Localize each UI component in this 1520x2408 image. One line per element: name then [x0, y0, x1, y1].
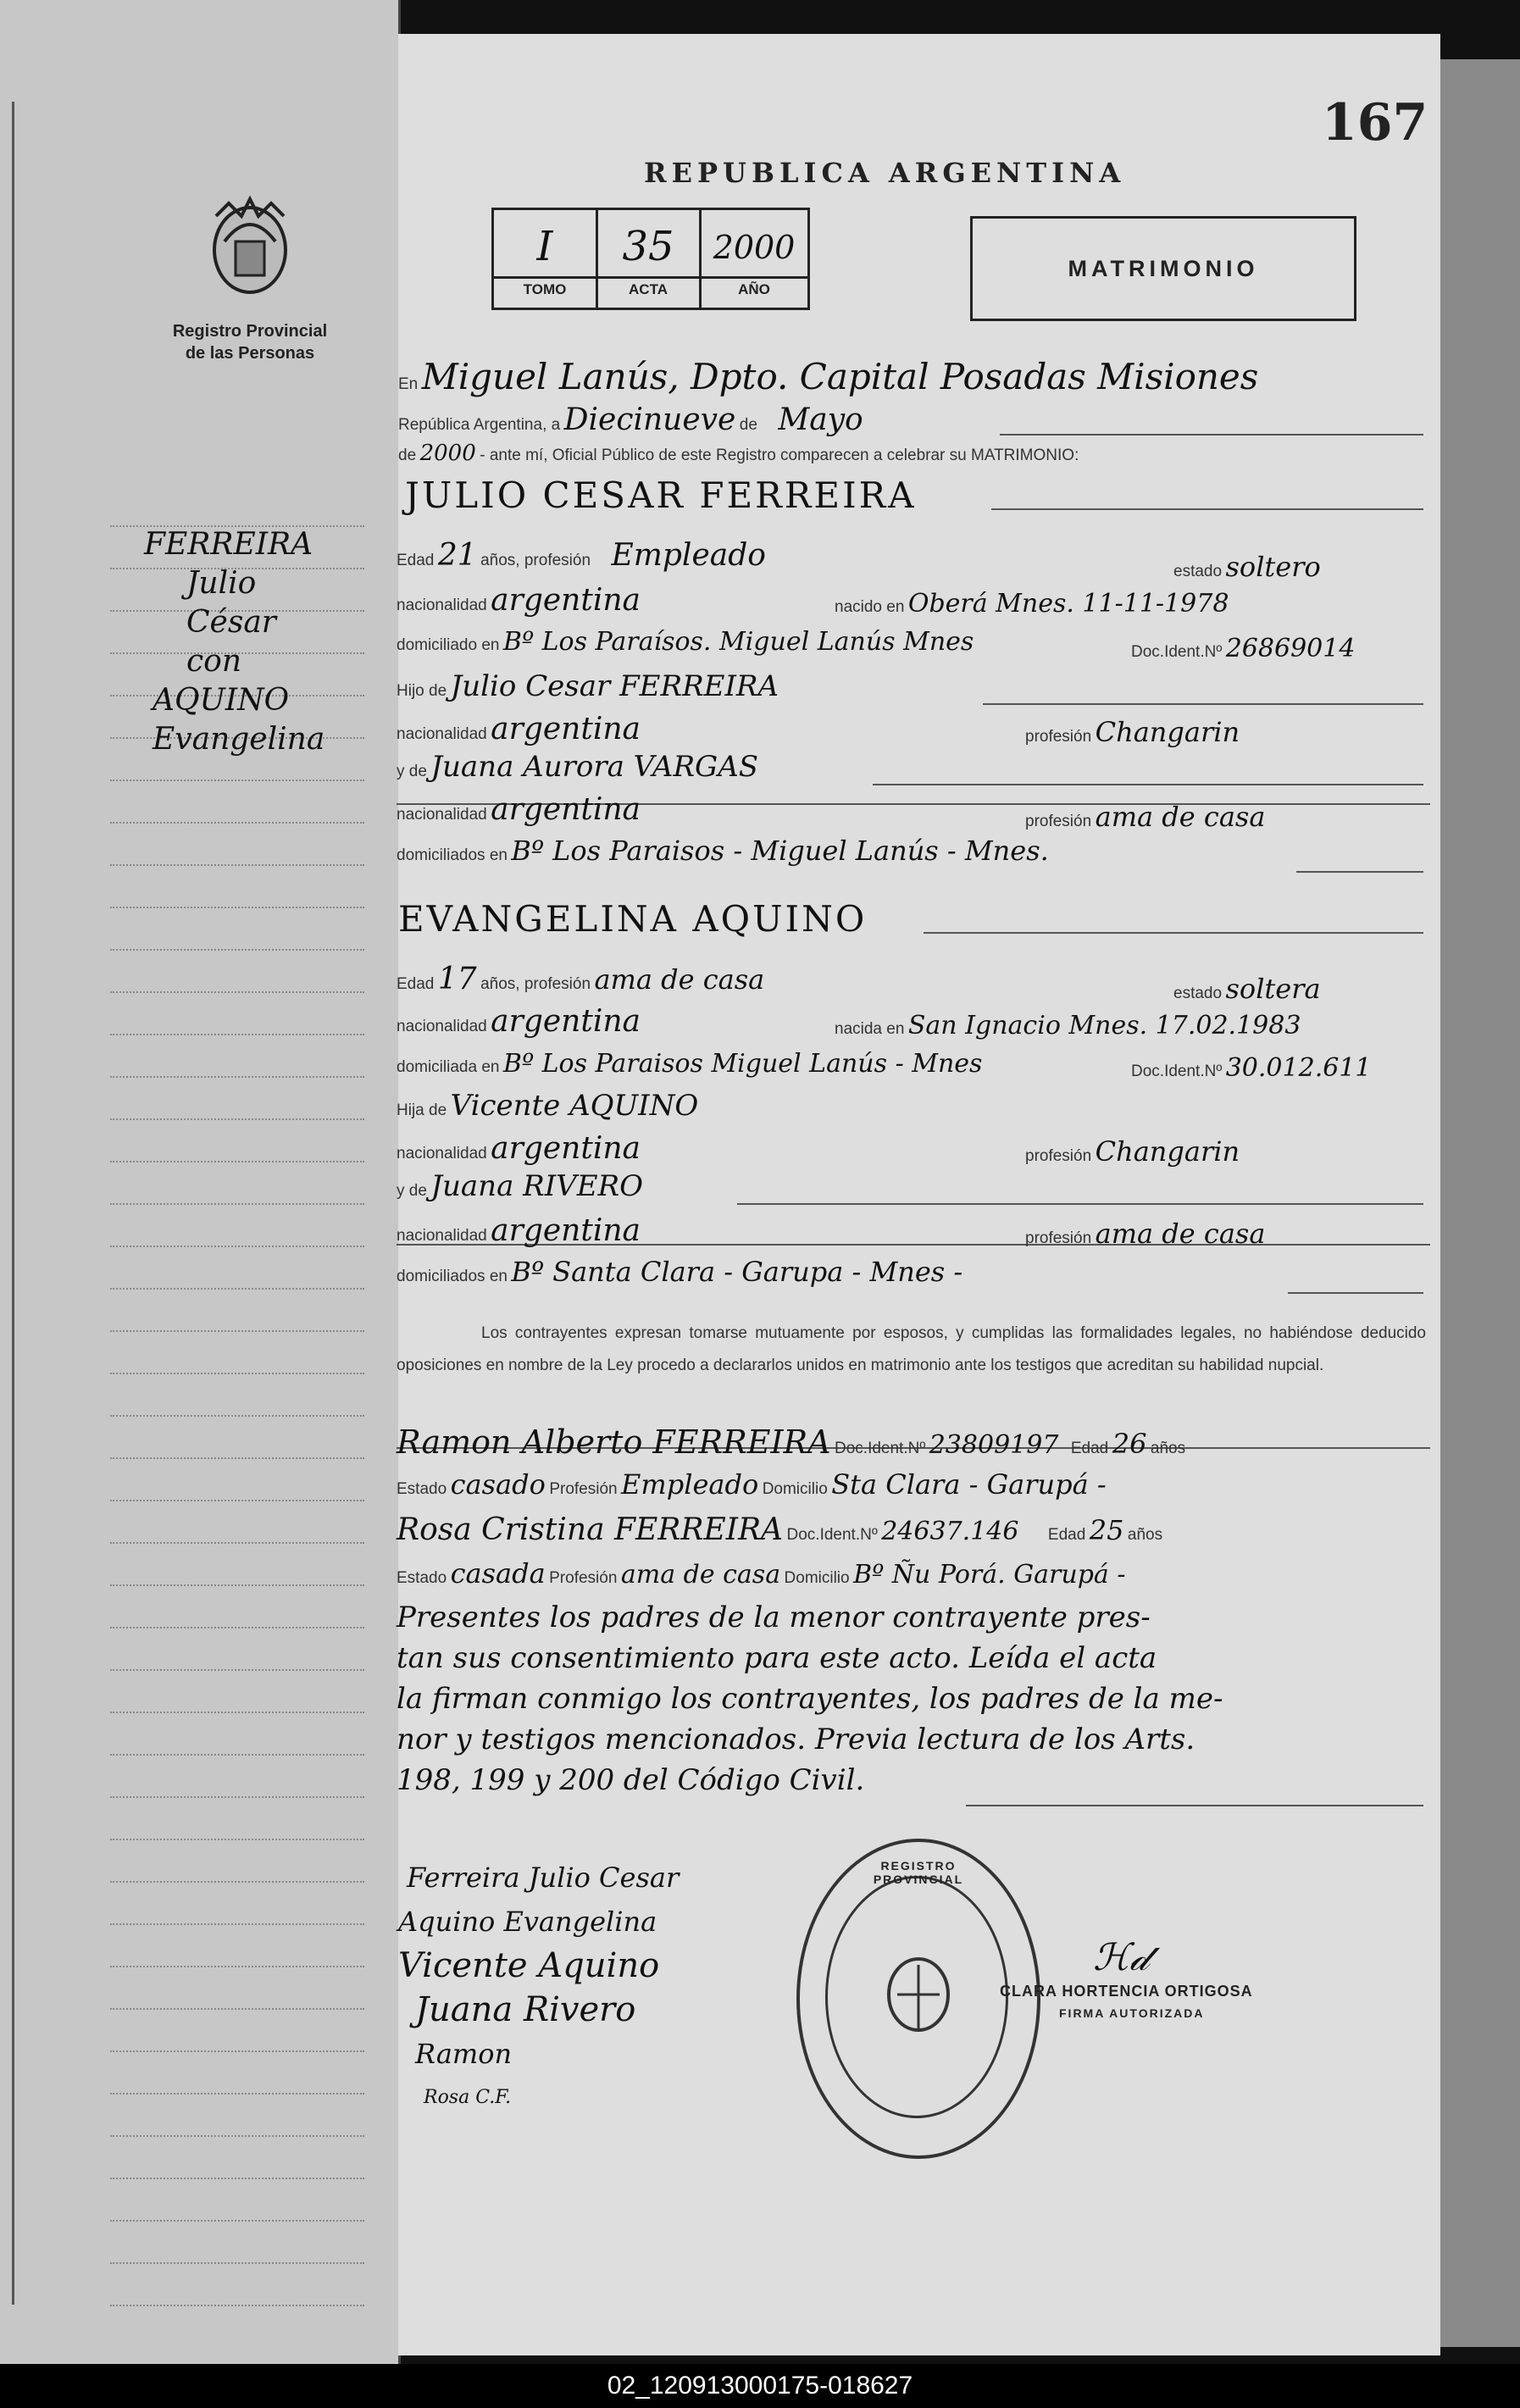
- bride-hija-label: Hija de: [397, 1101, 447, 1119]
- ruled-line: [110, 2220, 364, 2222]
- notes: [397, 1597, 1430, 1800]
- day-value: Diecinueve: [563, 402, 736, 437]
- place-value: Miguel Lanús, Dpto. Capital Posadas Misiones: [421, 356, 1259, 397]
- ruled-line: [110, 1542, 364, 1544]
- bride-mother-prof-label: profesión: [1025, 1229, 1092, 1247]
- signature: Rosa C.F.: [424, 2087, 512, 2108]
- signature: Ramon: [415, 2038, 513, 2070]
- ruled-line: [110, 1839, 364, 1840]
- acta-label: ACTA: [629, 281, 668, 297]
- bride-profession: ama de casa: [594, 963, 765, 996]
- witness-1-prof-label: Profesión: [549, 1480, 618, 1498]
- witness-2-edad-label: Edad: [1047, 1526, 1086, 1544]
- ano-value: 2000: [713, 229, 796, 266]
- groom-estado-label: estado: [1173, 563, 1223, 580]
- groom-row-2: [397, 583, 641, 618]
- binding-edge: [12, 102, 31, 2305]
- witness-2-row-2: [397, 1557, 1430, 1590]
- groom-nacido-label: nacido en: [835, 598, 905, 616]
- witness-1-row-1: [397, 1423, 1430, 1461]
- notes-line: Presentes los padres de la menor contrayente pres-: [397, 1601, 1151, 1634]
- margin-note-line: con: [186, 644, 242, 679]
- bride-age: 17: [437, 962, 477, 996]
- ruled-line: [110, 1330, 364, 1332]
- republic-label: República Argentina, a: [398, 416, 561, 434]
- official-name: CLARA HORTENCIA ORTIGOSA: [1000, 1983, 1253, 2000]
- bride-edad-label: Edad: [397, 975, 435, 993]
- witness-1-doc: 23809197: [929, 1430, 1059, 1460]
- bride-row-1: [397, 962, 764, 996]
- witness-2-age: 25: [1089, 1514, 1124, 1546]
- groom-row-6: [397, 750, 758, 784]
- margin-note-line: AQUINO: [153, 683, 290, 718]
- ruled-line: [110, 1796, 364, 1798]
- bride-y-de-label: y de: [397, 1182, 427, 1200]
- margin-note: [144, 525, 373, 759]
- ruled-line: [110, 2305, 364, 2306]
- ruled-line: [110, 1627, 364, 1628]
- official-signature: ℋ𝒹: [1093, 1936, 1149, 1979]
- bride-parents-dom-label: domiciliados en: [397, 1268, 508, 1285]
- groom-mother-prof: ama de casa: [1095, 801, 1266, 833]
- coat-of-arms-icon: [195, 191, 305, 301]
- groom-age: 21: [437, 538, 477, 573]
- ruled-line: [110, 1923, 364, 1925]
- bride-parents-dom: Bº Santa Clara - Garupa - Mnes -: [511, 1256, 963, 1288]
- record-type: MATRIMONIO: [1068, 256, 1259, 281]
- witness-1-row-2: [397, 1468, 1430, 1501]
- groom-father: Julio Cesar FERREIRA: [450, 669, 779, 703]
- bride-father-prof: Changarin: [1095, 1135, 1240, 1168]
- groom-row-4: [397, 669, 779, 703]
- intro-line-3: [398, 441, 1079, 466]
- signature: Ferreira Julio Cesar: [407, 1861, 680, 1894]
- seal-text: REGISTRO PROVINCIAL: [873, 1859, 964, 1886]
- bride-row-3: [397, 1049, 982, 1079]
- country-title: REPUBLICA ARGENTINA: [644, 157, 1126, 189]
- signature: Aquino Evangelina: [398, 1906, 657, 1938]
- page-edge: [1440, 59, 1520, 2347]
- ruled-line: [110, 2008, 364, 2010]
- intro-line-1: [398, 356, 1258, 397]
- groom-mother: Juana Aurora VARGAS: [430, 750, 759, 784]
- bride-mother-nat: argentina: [491, 1213, 641, 1248]
- groom-doc-label: Doc.Ident.Nº: [1131, 643, 1223, 661]
- bride-estado: soltera: [1225, 973, 1321, 1005]
- bride-row-6: [397, 1169, 643, 1203]
- groom-profession-label: años, profesión: [480, 552, 591, 569]
- ruled-line: [110, 2135, 364, 2137]
- witness-1-doc-label: Doc.Ident.Nº: [835, 1440, 926, 1457]
- notes-line: tan sus consentimiento para este acto. Leída el acta: [397, 1641, 1157, 1675]
- witness-1-dom: Sta Clara - Garupá -: [831, 1468, 1107, 1501]
- bride-name: EVANGELINA AQUINO: [398, 898, 868, 940]
- ruled-line: [110, 949, 364, 951]
- witness-2-estado-label: Estado: [397, 1569, 447, 1587]
- notes-line: nor y testigos mencionados. Previa lectura de los Arts.: [397, 1723, 1195, 1756]
- groom-row-1: [397, 538, 766, 573]
- bride-nacida-label: nacida en: [835, 1020, 905, 1038]
- bride-nacionalidad-label: nacionalidad: [397, 1018, 487, 1035]
- groom-nacionalidad-label: nacionalidad: [397, 596, 487, 614]
- ruled-line: [110, 1881, 364, 1883]
- groom-parents-dom: Bº Los Paraisos - Miguel Lanús - Mnes.: [511, 835, 1049, 867]
- bride-birth: San Ignacio Mnes. 17.02.1983: [907, 1011, 1301, 1040]
- footer-id: 02_120913000175-018627: [0, 2364, 1520, 2408]
- ruled-line: [110, 907, 364, 908]
- ruled-line: [110, 1584, 364, 1586]
- groom-domicile: Bº Los Paraísos. Miguel Lanús Mnes: [502, 627, 974, 657]
- bride-mother-nat-label: nacionalidad: [397, 1227, 487, 1245]
- groom-mother-nat-label: nacionalidad: [397, 806, 487, 824]
- witness-2-prof-label: Profesión: [549, 1569, 618, 1587]
- notes-line: la firman conmigo los contrayentes, los padres de la me-: [397, 1682, 1223, 1716]
- ruled-line: [110, 1373, 364, 1374]
- tomo-value: I: [536, 223, 553, 270]
- ruled-line: [110, 2050, 364, 2052]
- ruled-line: [110, 1712, 364, 1713]
- tomo-label: TOMO: [523, 281, 567, 297]
- officer-text: - ante mí, Oficial Público de este Registro comparecen a celebrar su MATRIMONIO:: [480, 447, 1079, 464]
- ruled-line: [110, 1754, 364, 1756]
- ruled-line: [110, 1118, 364, 1120]
- bride-father-nat: argentina: [491, 1131, 641, 1166]
- record-type-box: [970, 216, 1356, 321]
- ruled-line: [110, 1246, 364, 1247]
- witness-2-prof: ama de casa: [620, 1560, 781, 1590]
- witness-1-name: Ramon Alberto FERREIRA: [397, 1423, 831, 1461]
- ano-label: AÑO: [738, 281, 770, 297]
- ruled-line: [110, 1161, 364, 1162]
- witness-2-dom-label: Domicilio: [784, 1569, 850, 1587]
- ruled-line: [110, 864, 364, 866]
- groom-row-8: [397, 835, 1049, 867]
- witness-2-estado: casada: [450, 1557, 546, 1590]
- witness-1-age: 26: [1112, 1428, 1147, 1460]
- margin-note-line: Evangelina: [153, 722, 325, 757]
- groom-parents-dom-label: domiciliados en: [397, 846, 508, 864]
- bride-father-nat-label: nacionalidad: [397, 1145, 487, 1162]
- groom-hijo-label: Hijo de: [397, 682, 447, 700]
- bride-doc: 30.012.611: [1225, 1053, 1372, 1083]
- groom-doc: 26869014: [1225, 634, 1356, 663]
- bride-estado-label: estado: [1173, 985, 1223, 1002]
- bride-domiciliada-label: domiciliada en: [397, 1058, 500, 1076]
- notes-line: 198, 199 y 200 del Código Civil.: [397, 1763, 865, 1797]
- bride-father: Vicente AQUINO: [450, 1089, 699, 1123]
- witness-1-anos-label: años: [1150, 1440, 1186, 1457]
- groom-estado: soltero: [1225, 551, 1321, 583]
- groom-edad-label: Edad: [397, 552, 435, 569]
- margin-note-line: FERREIRA: [144, 527, 313, 562]
- bride-row-2: [397, 1004, 641, 1039]
- witness-2-dom: Bº Ñu Porá. Garupá -: [853, 1560, 1126, 1590]
- page-number: 167: [1322, 93, 1428, 153]
- groom-mother-prof-label: profesión: [1025, 813, 1092, 830]
- bride-father-prof-label: profesión: [1025, 1147, 1092, 1165]
- groom-profession: Empleado: [611, 538, 766, 573]
- groom-row-7: [397, 792, 641, 827]
- signature: Juana Rivero: [415, 1990, 636, 2029]
- groom-y-de-label: y de: [397, 763, 427, 780]
- ruled-line: [110, 822, 364, 824]
- groom-father-prof-label: profesión: [1025, 728, 1092, 746]
- year-value: 2000: [419, 441, 476, 466]
- margin-note-line: Julio: [186, 566, 257, 601]
- record-box: [491, 208, 810, 310]
- witness-2-row-1: [397, 1512, 1430, 1547]
- witness-1-estado: casado: [450, 1468, 546, 1501]
- ruled-line: [110, 1034, 364, 1035]
- witness-2-doc: 24637.146: [881, 1517, 1019, 1546]
- groom-domiciliado-label: domiciliado en: [397, 636, 500, 654]
- bride-mother: Juana RIVERO: [430, 1169, 644, 1203]
- witness-1-dom-label: Domicilio: [762, 1480, 828, 1498]
- ruled-line: [110, 1966, 364, 1967]
- registry-name: Registro Provincial de las Personas: [172, 322, 328, 363]
- bride-doc-label: Doc.Ident.Nº: [1131, 1063, 1223, 1080]
- ruled-line: [110, 2262, 364, 2264]
- groom-father-nat: argentina: [491, 712, 641, 746]
- groom-birth: Oberá Mnes. 11-11-1978: [907, 589, 1229, 619]
- bride-row-5: [397, 1131, 641, 1166]
- bride-row-4: [397, 1089, 698, 1123]
- intro-line-2: [398, 402, 863, 437]
- seal-emblem-icon: [876, 1952, 961, 2037]
- declaration-text: Los contrayentes expresan tomarse mutuamente por esposos, y cumplidas las formalidades legales, no habiéndose deducido oposiciones en nombre de la Ley procedo a declararlos unidos en matrimonio ante los testigos que acreditan su habilidad nupcial.: [397, 1324, 1426, 1374]
- en-label: En: [398, 375, 419, 393]
- witness-1-estado-label: Estado: [397, 1480, 447, 1498]
- witness-2-doc-label: Doc.Ident.Nº: [786, 1526, 878, 1544]
- signatures: [398, 1856, 679, 2120]
- witness-2-name: Rosa Cristina FERREIRA: [397, 1512, 784, 1547]
- bride-mother-prof: ama de casa: [1095, 1218, 1266, 1250]
- witness-1-edad-label: Edad: [1070, 1440, 1109, 1457]
- ruled-line: [110, 1288, 364, 1290]
- ruled-line: [110, 991, 364, 993]
- ruled-line: [110, 1457, 364, 1459]
- ruled-line: [110, 1669, 364, 1671]
- ruled-line: [110, 1415, 364, 1417]
- groom-row-5: [397, 712, 641, 746]
- official-role: FIRMA AUTORIZADA: [1059, 2006, 1205, 2020]
- ruled-line: [110, 1203, 364, 1205]
- ruled-line: [110, 1076, 364, 1078]
- ruled-line: [110, 2093, 364, 2095]
- bride-row-8: [397, 1256, 962, 1288]
- de-label: de: [739, 416, 757, 434]
- acta-value: 35: [622, 223, 674, 270]
- groom-name: JULIO CESAR FERREIRA: [405, 474, 917, 516]
- bride-profession-label: años, profesión: [480, 975, 591, 993]
- month-value: Mayo: [778, 402, 863, 437]
- ruled-line: [110, 2178, 364, 2179]
- groom-mother-nat: argentina: [491, 792, 641, 827]
- ruled-line: [110, 780, 364, 781]
- groom-row-3: [397, 627, 974, 657]
- bride-row-7: [397, 1213, 641, 1248]
- groom-father-nat-label: nacionalidad: [397, 725, 487, 743]
- bride-domicile: Bº Los Paraisos Miguel Lanús - Mnes: [502, 1049, 983, 1079]
- margin-note-line: César: [186, 605, 276, 640]
- signature: Vicente Aquino: [398, 1946, 660, 1985]
- groom-nationality: argentina: [491, 583, 641, 618]
- ruled-line: [110, 1500, 364, 1501]
- witness-1-prof: Empleado: [621, 1468, 759, 1501]
- bride-nationality: argentina: [491, 1004, 641, 1039]
- de-label-2: de: [398, 447, 417, 464]
- groom-father-prof: Changarin: [1095, 716, 1240, 748]
- witness-2-anos-label: años: [1127, 1526, 1163, 1544]
